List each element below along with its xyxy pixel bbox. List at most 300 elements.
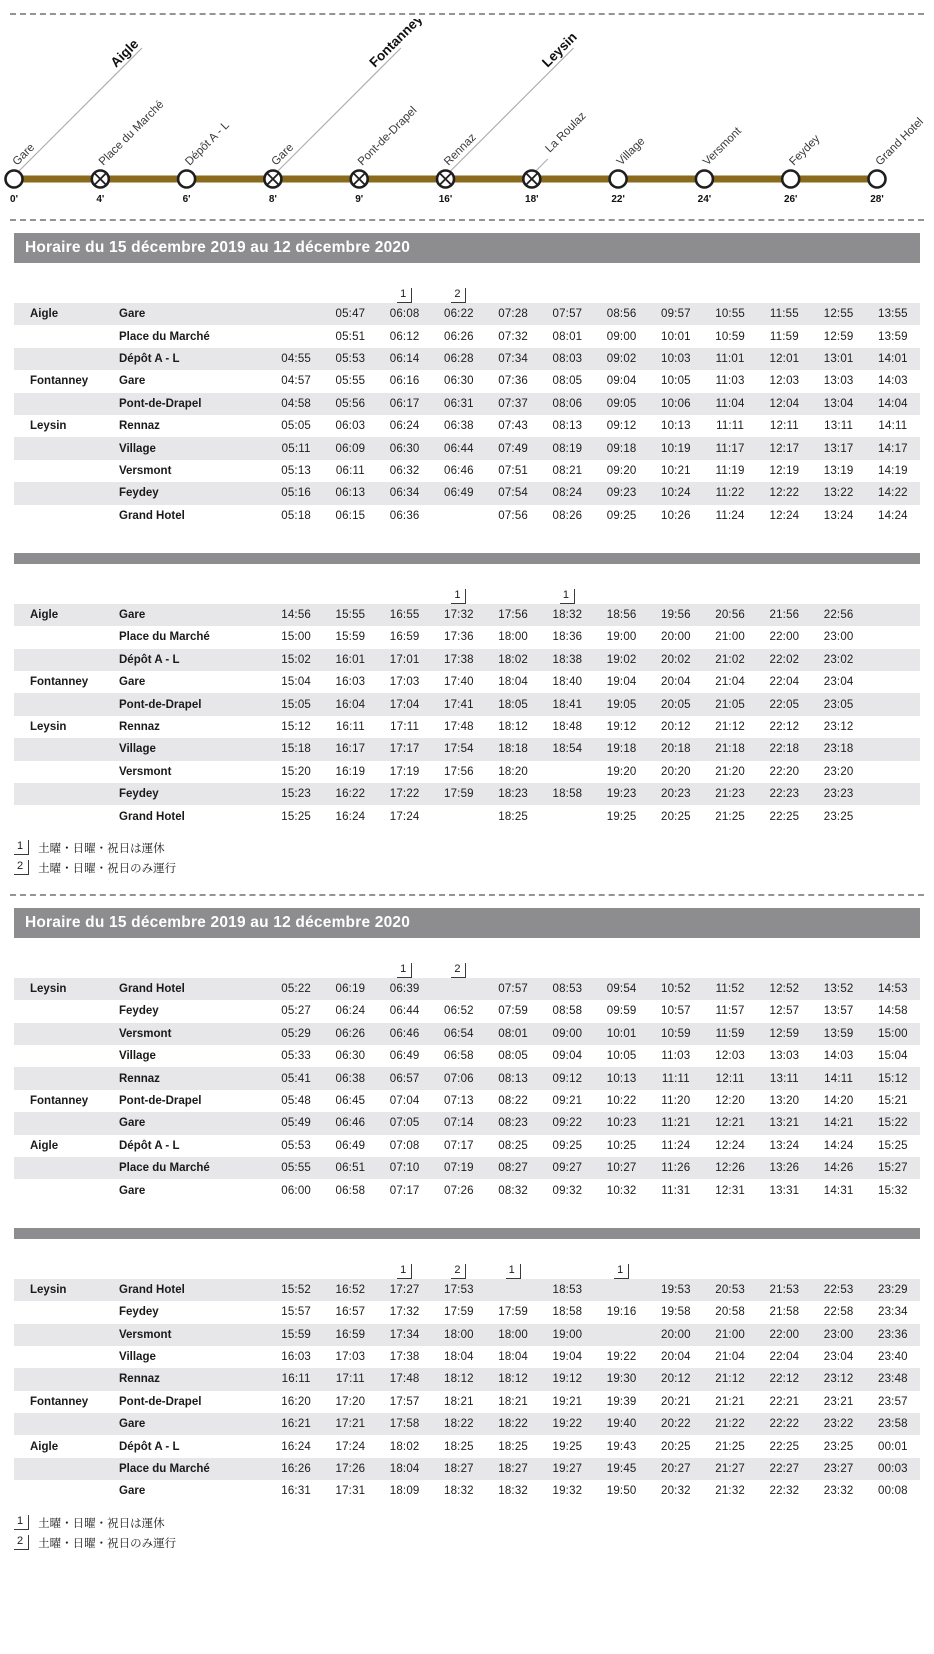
time-cell: 09:18 <box>606 442 637 455</box>
time-cell: 22:25 <box>769 1440 800 1453</box>
time-cell: 06:22 <box>443 308 474 321</box>
time-cell: 23:40 <box>877 1351 908 1364</box>
time-cell: 12:52 <box>769 983 800 995</box>
time-cell: 07:32 <box>498 330 529 343</box>
time-cell: 23:02 <box>823 653 854 666</box>
time-cell: 09:00 <box>552 1027 583 1040</box>
time-cell: 13:24 <box>769 1139 800 1152</box>
time-cell: 06:03 <box>335 420 366 433</box>
time-cell: 06:14 <box>389 352 420 365</box>
time-cell: 15:57 <box>281 1306 312 1319</box>
time-cell: 11:19 <box>715 464 745 477</box>
time-cell: 23:12 <box>823 721 854 734</box>
zone-leader-line <box>451 48 574 171</box>
time-cell: 07:17 <box>389 1184 420 1197</box>
time-cell: 09:54 <box>606 983 637 995</box>
footnote <box>14 840 920 856</box>
footnote-text: 土曜・日曜・祝日のみ運行 <box>38 1537 177 1550</box>
time-cell: 05:47 <box>335 308 366 321</box>
time-cell: 09:05 <box>606 397 637 410</box>
time-cell: 10:32 <box>606 1184 637 1197</box>
station-name: Grand Hotel <box>119 1283 185 1296</box>
time-cell: 12:26 <box>715 1162 746 1175</box>
time-cell: 05:11 <box>281 442 311 455</box>
time-cell: 07:05 <box>389 1117 420 1130</box>
table-row <box>14 1135 920 1157</box>
time-cell: 09:20 <box>606 464 637 477</box>
time-cell: 06:11 <box>335 464 365 477</box>
time-cell: 21:00 <box>715 1328 746 1341</box>
time-cell: 19:18 <box>606 743 637 756</box>
time-cell: 17:56 <box>498 609 529 622</box>
footnote-mark: 2 <box>14 860 29 875</box>
time-cell: 06:26 <box>443 330 474 343</box>
time-cell: 04:57 <box>281 375 312 388</box>
time-cell: 17:24 <box>389 810 420 823</box>
time-cell: 10:03 <box>660 352 691 365</box>
time-cell: 18:00 <box>498 1328 529 1341</box>
timetable-outbound-evening <box>14 580 920 828</box>
time-cell: 09:04 <box>606 375 637 388</box>
time-cell: 07:43 <box>498 420 529 433</box>
time-cell: 05:56 <box>335 397 366 410</box>
time-cell: 18:38 <box>552 653 583 666</box>
time-cell: 18:04 <box>389 1463 420 1476</box>
time-cell: 15:55 <box>335 609 366 622</box>
time-cell: 06:00 <box>281 1184 312 1197</box>
time-cell: 22:23 <box>769 788 800 801</box>
time-cell: 11:59 <box>715 1027 745 1040</box>
time-cell: 19:22 <box>606 1351 637 1364</box>
time-cell: 07:06 <box>443 1072 474 1085</box>
time-cell: 08:19 <box>552 442 583 455</box>
time-cell: 17:48 <box>389 1373 420 1386</box>
time-cell: 08:32 <box>498 1184 529 1197</box>
time-cell: 18:40 <box>552 676 583 689</box>
station-node <box>6 142 38 205</box>
time-cell: 08:24 <box>552 487 583 500</box>
station-name: Dépôt A - L <box>119 1440 180 1453</box>
time-cell: 14:22 <box>877 487 908 500</box>
route-diagram-svg <box>0 19 934 219</box>
time-cell: 06:19 <box>335 983 366 995</box>
zone-label: Fontanney <box>30 676 89 689</box>
time-cell: 06:28 <box>443 352 474 365</box>
time-cell: 09:21 <box>552 1094 583 1107</box>
time-cell: 14:24 <box>877 509 908 522</box>
table-row <box>14 671 920 693</box>
table-row <box>14 325 920 347</box>
time-cell: 06:58 <box>335 1184 366 1197</box>
time-cell: 10:05 <box>660 375 691 388</box>
time-cell: 18:05 <box>498 698 529 711</box>
time-cell: 13:52 <box>823 983 854 995</box>
time-cell: 11:59 <box>769 330 799 343</box>
time-cell: 08:13 <box>552 420 583 433</box>
time-cell: 12:19 <box>769 464 800 477</box>
footnote-text: 土曜・日曜・祝日のみ運行 <box>38 862 177 875</box>
time-cell: 17:36 <box>443 631 474 644</box>
station-minutes: 0' <box>10 194 18 205</box>
station-node <box>782 133 822 205</box>
station-label: Village <box>614 135 648 169</box>
table-row <box>14 1368 920 1390</box>
time-cell: 18:18 <box>498 743 529 756</box>
table-row <box>14 604 920 626</box>
time-cell: 20:00 <box>660 1328 691 1341</box>
time-cell: 11:01 <box>715 352 745 365</box>
stop-open-icon <box>6 171 23 188</box>
time-cell: 23:32 <box>823 1485 854 1498</box>
time-cell: 23:04 <box>823 676 854 689</box>
station-name: Versmont <box>119 765 172 778</box>
time-cell: 09:22 <box>552 1117 583 1130</box>
time-cell: 12:22 <box>769 487 800 500</box>
zone-label: Leysin <box>30 1283 67 1296</box>
time-cell: 17:59 <box>443 788 474 801</box>
table-row <box>14 1301 920 1323</box>
time-cell: 11:20 <box>661 1094 691 1107</box>
time-cell: 19:43 <box>606 1440 637 1453</box>
time-cell: 07:34 <box>498 352 529 365</box>
time-cell: 06:30 <box>443 375 474 388</box>
time-cell: 11:24 <box>715 509 745 522</box>
table-row <box>14 1000 920 1022</box>
time-cell: 21:12 <box>715 721 746 734</box>
time-cell: 11:11 <box>661 1072 690 1085</box>
time-cell: 17:54 <box>443 743 474 756</box>
time-cell: 16:17 <box>335 743 366 756</box>
table-row <box>14 1045 920 1067</box>
time-cell: 19:04 <box>552 1351 583 1364</box>
footnote-mark: 1 <box>560 589 575 604</box>
time-cell: 13:03 <box>769 1050 800 1063</box>
time-cell: 18:54 <box>552 743 583 756</box>
time-cell: 14:21 <box>823 1117 854 1130</box>
time-cell: 16:31 <box>281 1485 312 1498</box>
time-cell: 23:34 <box>877 1306 908 1319</box>
time-cell: 19:12 <box>606 721 637 734</box>
time-cell: 06:30 <box>335 1050 366 1063</box>
time-cell: 19:12 <box>552 1373 583 1386</box>
footnote-mark: 2 <box>451 963 466 978</box>
footnote-mark: 2 <box>14 1535 29 1550</box>
time-cell: 11:26 <box>661 1162 691 1175</box>
time-cell: 21:22 <box>715 1418 746 1431</box>
time-cell: 08:23 <box>498 1117 529 1130</box>
time-cell: 13:21 <box>769 1117 800 1130</box>
zone-label: Aigle <box>30 1440 59 1453</box>
table-row <box>14 303 920 325</box>
time-cell: 15:12 <box>281 721 312 734</box>
time-cell: 05:49 <box>281 1117 312 1130</box>
zone-label: Aigle <box>30 308 59 321</box>
time-cell: 08:05 <box>498 1050 529 1063</box>
time-cell: 10:57 <box>660 1005 691 1018</box>
time-cell: 06:36 <box>389 509 420 522</box>
station-name: Pont-de-Drapel <box>119 397 202 410</box>
time-cell: 18:22 <box>443 1418 474 1431</box>
time-cell: 19:20 <box>606 765 637 778</box>
time-cell: 13:11 <box>769 1072 799 1085</box>
table-row <box>14 761 920 783</box>
time-cell: 17:31 <box>335 1485 366 1498</box>
stop-open-icon <box>610 171 627 188</box>
time-cell: 06:09 <box>335 442 366 455</box>
time-cell: 15:04 <box>281 676 312 689</box>
time-cell: 12:17 <box>769 442 800 455</box>
time-cell: 13:55 <box>877 308 908 321</box>
station-name: Feydey <box>119 487 159 500</box>
time-cell: 22:22 <box>769 1418 800 1431</box>
time-cell: 13:11 <box>824 420 854 433</box>
time-cell: 07:08 <box>389 1139 420 1152</box>
time-cell: 20:21 <box>660 1395 691 1408</box>
time-cell: 21:04 <box>715 1351 746 1364</box>
time-cell: 08:56 <box>606 308 637 321</box>
time-cell: 05:33 <box>281 1050 312 1063</box>
time-cell: 11:17 <box>715 442 745 455</box>
station-minutes: 28' <box>870 194 884 205</box>
time-cell: 07:49 <box>498 442 529 455</box>
time-cell: 17:57 <box>389 1395 420 1408</box>
time-cell: 22:20 <box>769 765 800 778</box>
time-cell: 17:26 <box>335 1463 366 1476</box>
time-cell: 08:03 <box>552 352 583 365</box>
station-minutes: 22' <box>611 194 625 205</box>
table-row <box>14 693 920 715</box>
time-cell: 12:11 <box>715 1072 745 1085</box>
zone-label: Fontanney <box>30 1395 89 1408</box>
time-cell: 16:22 <box>335 788 366 801</box>
time-cell: 19:50 <box>606 1485 637 1498</box>
time-cell: 16:01 <box>335 653 366 666</box>
time-cell: 08:53 <box>552 983 583 995</box>
time-cell: 22:00 <box>769 1328 800 1341</box>
time-cell: 07:04 <box>389 1094 420 1107</box>
time-cell: 14:58 <box>877 1005 908 1018</box>
time-cell: 08:25 <box>498 1139 529 1152</box>
time-cell: 16:21 <box>281 1418 312 1431</box>
time-cell: 06:45 <box>335 1094 366 1107</box>
time-cell: 08:01 <box>498 1027 529 1040</box>
dashed-divider-top <box>10 13 924 15</box>
section-separator-bar <box>14 1228 920 1239</box>
time-cell: 06:12 <box>389 330 420 343</box>
time-cell: 22:05 <box>769 698 800 711</box>
time-cell: 10:01 <box>606 1027 637 1040</box>
time-cell: 10:52 <box>660 983 691 995</box>
station-name: Gare <box>119 609 146 622</box>
footnote-mark: 2 <box>451 288 466 303</box>
time-cell: 07:13 <box>443 1094 474 1107</box>
time-cell: 19:39 <box>606 1395 637 1408</box>
time-cell: 22:04 <box>769 1351 800 1364</box>
station-name: Village <box>119 1050 156 1063</box>
time-cell: 17:41 <box>443 698 474 711</box>
footnotes-return <box>14 1515 920 1551</box>
time-cell: 21:58 <box>769 1306 800 1319</box>
time-cell: 10:05 <box>606 1050 637 1063</box>
time-cell: 22:53 <box>823 1283 854 1296</box>
table-row <box>14 1090 920 1112</box>
time-cell: 21:21 <box>715 1395 746 1408</box>
dashed-divider <box>10 894 924 896</box>
time-cell: 14:19 <box>877 464 908 477</box>
time-cell: 23:23 <box>823 788 854 801</box>
station-name: Rennaz <box>119 1072 160 1085</box>
time-cell: 10:13 <box>606 1072 637 1085</box>
station-label: Gare <box>10 141 38 169</box>
station-name: Pont-de-Drapel <box>119 698 202 711</box>
time-cell: 21:23 <box>715 788 746 801</box>
station-label: Versmont <box>701 125 744 169</box>
time-cell: 12:04 <box>769 397 800 410</box>
time-cell: 16:03 <box>335 676 366 689</box>
time-cell: 18:58 <box>552 788 583 801</box>
time-cell: 06:26 <box>335 1027 366 1040</box>
time-cell: 05:27 <box>281 1005 312 1018</box>
station-name: Grand Hotel <box>119 509 185 522</box>
time-cell: 11:24 <box>661 1139 691 1152</box>
time-cell: 08:58 <box>552 1005 583 1018</box>
time-cell: 09:57 <box>660 308 691 321</box>
time-cell: 10:13 <box>660 420 691 433</box>
time-cell: 23:25 <box>823 1440 854 1453</box>
time-cell: 06:39 <box>389 983 420 995</box>
time-cell: 21:00 <box>715 631 746 644</box>
time-cell: 11:21 <box>661 1117 691 1130</box>
time-cell: 18:25 <box>498 810 529 823</box>
time-cell: 14:17 <box>877 442 908 455</box>
time-cell: 18:00 <box>443 1328 474 1341</box>
time-cell: 06:24 <box>389 420 420 433</box>
time-cell: 17:03 <box>335 1351 366 1364</box>
footnote-marks-row <box>14 279 920 303</box>
table-row <box>14 1279 920 1301</box>
time-cell: 09:00 <box>606 330 637 343</box>
time-cell: 14:20 <box>823 1094 854 1107</box>
table-row <box>14 482 920 504</box>
time-cell: 05:29 <box>281 1027 312 1040</box>
time-cell: 16:03 <box>281 1351 312 1364</box>
time-cell: 04:58 <box>281 397 312 410</box>
time-cell: 19:02 <box>606 653 637 666</box>
station-minutes: 26' <box>783 194 798 205</box>
time-cell: 06:51 <box>335 1162 366 1175</box>
time-cell: 11:31 <box>661 1184 691 1197</box>
station-node <box>264 142 296 205</box>
time-cell: 10:59 <box>660 1027 691 1040</box>
time-cell: 16:04 <box>335 698 366 711</box>
table-row <box>14 460 920 482</box>
footnote <box>14 1515 920 1531</box>
time-cell: 14:03 <box>823 1050 854 1063</box>
time-cell: 07:36 <box>498 375 529 388</box>
time-cell: 18:48 <box>552 721 583 734</box>
time-cell: 16:57 <box>335 1306 366 1319</box>
station-name: Pont-de-Drapel <box>119 1094 202 1107</box>
time-cell: 06:44 <box>443 442 474 455</box>
zone-label: Aigle <box>30 609 59 622</box>
time-cell: 22:56 <box>823 609 854 622</box>
time-cell: 06:08 <box>389 308 420 321</box>
time-cell: 13:01 <box>823 352 854 365</box>
time-cell: 05:41 <box>281 1072 312 1085</box>
timetable-section-return <box>0 908 934 1551</box>
time-cell: 12:24 <box>715 1139 746 1152</box>
time-cell: 20:27 <box>660 1463 691 1476</box>
station-minutes: 8' <box>268 194 277 205</box>
time-cell: 20:32 <box>660 1485 691 1498</box>
time-cell: 06:46 <box>389 1027 420 1040</box>
time-cell: 18:02 <box>498 653 529 666</box>
time-cell: 18:22 <box>498 1418 529 1431</box>
time-cell: 06:49 <box>389 1050 420 1063</box>
time-cell: 17:01 <box>389 653 420 666</box>
time-cell: 17:58 <box>389 1418 420 1431</box>
time-cell: 17:59 <box>443 1306 474 1319</box>
time-cell: 23:05 <box>823 698 854 711</box>
zone-label: Leysin <box>539 29 580 71</box>
time-cell: 12:59 <box>769 1027 800 1040</box>
time-cell: 22:58 <box>823 1306 854 1319</box>
time-cell: 16:24 <box>281 1440 312 1453</box>
time-cell: 07:19 <box>443 1162 474 1175</box>
station-name: Gare <box>119 1418 146 1431</box>
zone-label: Leysin <box>30 983 67 995</box>
time-cell: 17:40 <box>443 676 474 689</box>
footnote-mark: 1 <box>614 1264 629 1279</box>
time-cell: 20:22 <box>660 1418 691 1431</box>
station-label: Pont-de-Drapel <box>355 104 420 169</box>
time-cell: 10:06 <box>660 397 691 410</box>
time-cell: 06:46 <box>335 1117 366 1130</box>
table-row <box>14 1435 920 1457</box>
station-minutes: 24' <box>697 194 712 205</box>
time-cell: 13:20 <box>769 1094 800 1107</box>
footnote-mark: 1 <box>506 1264 521 1279</box>
time-cell: 17:59 <box>498 1306 529 1319</box>
time-cell: 15:32 <box>877 1184 908 1197</box>
timetable-return-morning <box>14 954 920 1202</box>
station-tick-line <box>536 159 548 171</box>
time-cell: 20:12 <box>660 1373 691 1386</box>
time-cell: 21:20 <box>715 765 746 778</box>
time-cell: 18:58 <box>552 1306 583 1319</box>
time-cell: 23:58 <box>877 1418 908 1431</box>
time-cell: 19:53 <box>660 1283 691 1296</box>
time-cell: 20:04 <box>660 1351 691 1364</box>
time-cell: 10:23 <box>606 1117 637 1130</box>
time-cell: 08:21 <box>552 464 583 477</box>
stop-open-icon <box>782 171 799 188</box>
time-cell: 17:21 <box>335 1418 366 1431</box>
time-cell: 16:26 <box>281 1463 312 1476</box>
station-name: Dépôt A - L <box>119 653 180 666</box>
time-cell: 19:00 <box>606 631 637 644</box>
time-cell: 08:05 <box>552 375 583 388</box>
time-cell: 16:59 <box>389 631 420 644</box>
time-cell: 05:22 <box>281 983 312 995</box>
footnotes-outbound <box>14 840 920 876</box>
time-cell: 09:12 <box>552 1072 583 1085</box>
time-cell: 17:03 <box>389 676 420 689</box>
time-cell: 13:26 <box>769 1162 800 1175</box>
time-cell: 09:59 <box>606 1005 637 1018</box>
time-cell: 19:56 <box>660 609 691 622</box>
time-cell: 18:04 <box>443 1351 474 1364</box>
